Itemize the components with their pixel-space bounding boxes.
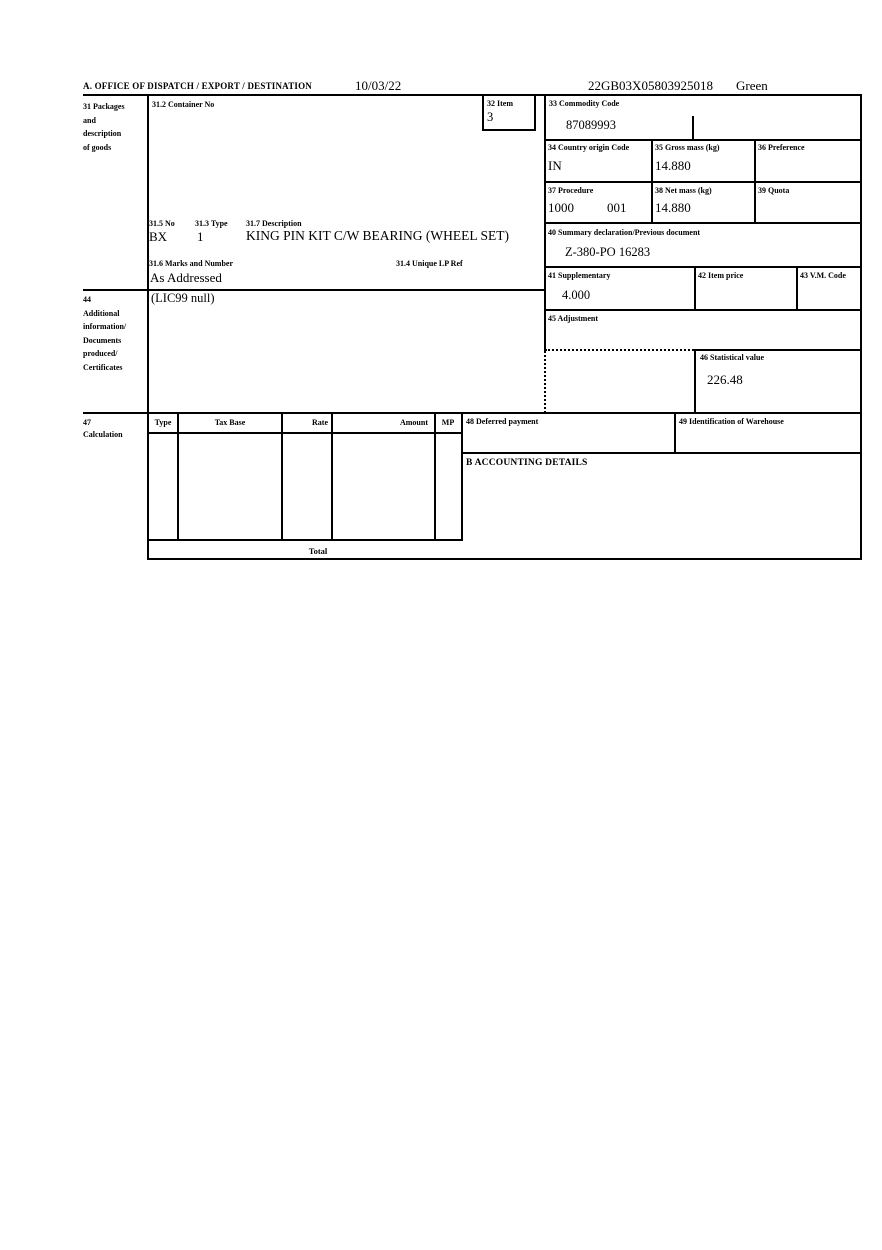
gross-mass-label: 35 Gross mass (kg) (655, 143, 720, 152)
commodity-code-value: 87089993 (566, 118, 616, 132)
divider-line (544, 94, 546, 351)
divider-line (694, 266, 696, 310)
procedure-value-2: 001 (607, 200, 627, 215)
commodity-code-label: 33 Commodity Code (549, 99, 620, 108)
divider-line (694, 349, 696, 413)
office-of-dispatch-label: A. OFFICE OF DISPATCH / EXPORT / DESTINATION (83, 81, 313, 91)
net-mass-label: 38 Net mass (kg) (655, 186, 712, 195)
divider-line (754, 139, 756, 223)
vm-code-label: 43 V.M. Code (800, 271, 846, 280)
divider-line (674, 412, 676, 453)
procedure-label: 37 Procedure (548, 186, 594, 195)
net-mass-value: 14.880 (655, 200, 691, 215)
divider-line (462, 452, 862, 454)
divider-line (148, 432, 463, 434)
package-no-label: 31.5 No (149, 219, 175, 228)
divider-line (461, 412, 463, 540)
calc-total-label: Total (308, 546, 328, 556)
adjustment-label: 45 Adjustment (548, 314, 599, 323)
divider-line (434, 412, 436, 540)
calc-col-type: Type (154, 418, 172, 427)
supplementary-value: 4.000 (562, 288, 591, 302)
gross-mass-value: 14.880 (655, 158, 691, 173)
previous-document-value: Z-380-PO 16283 (565, 245, 651, 259)
package-type-value: 1 (197, 229, 204, 244)
divider-line (545, 139, 862, 141)
statistical-value-label: 46 Statistical value (700, 353, 764, 362)
country-origin-label: 34 Country origin Code (548, 143, 630, 152)
divider-line (545, 181, 862, 183)
quota-label: 39 Quota (758, 186, 790, 195)
divider-line (651, 139, 653, 223)
goods-description-value: KING PIN KIT C/W BEARING (WHEEL SET) (246, 228, 509, 243)
divider-line (860, 94, 862, 560)
country-origin-value: IN (548, 158, 562, 173)
divider-line (482, 129, 536, 131)
warehouse-id-label: 49 Identification of Warehouse (679, 417, 784, 426)
box44-label: 44 Additional information/ Documents produced/ Certificates (83, 295, 127, 372)
divider-line (147, 94, 149, 560)
divider-line (695, 349, 862, 351)
supplementary-label: 41 Supplementary (548, 271, 611, 280)
unique-lp-ref-label: 31.4 Unique LP Ref (396, 259, 463, 268)
divider-line (534, 94, 536, 131)
calc-col-rate: Rate (312, 418, 328, 427)
box31-label: 31 Packages and description of goods (83, 102, 125, 152)
goods-description-label: 31.7 Description (246, 219, 302, 228)
previous-document-label: 40 Summary declaration/Previous document (548, 228, 701, 237)
divider-line (281, 412, 283, 540)
deferred-payment-label: 48 Deferred payment (466, 417, 539, 426)
calc-col-mp: MP (441, 418, 455, 427)
package-no-value: BX (149, 229, 168, 244)
divider-line (545, 309, 862, 311)
marks-and-number-label: 31.6 Marks and Number (149, 259, 234, 268)
item-number-label: 32 Item (487, 99, 513, 108)
calc-col-tax-base: Tax Base (214, 418, 246, 427)
divider-line (148, 558, 862, 560)
additional-information-value: (LIC99 null) (151, 291, 215, 305)
divider-line (83, 94, 862, 96)
preference-label: 36 Preference (758, 143, 805, 152)
statistical-value: 226.48 (707, 372, 743, 387)
package-type-label: 31.3 Type (195, 219, 228, 228)
procedure-value-1: 1000 (548, 200, 574, 215)
declaration-reference: 22GB03X05803925018 (588, 78, 713, 93)
divider-line (692, 116, 694, 140)
divider-line (83, 412, 862, 414)
divider-line (545, 266, 862, 268)
divider-line (177, 412, 179, 540)
dotted-divider-line (545, 349, 697, 351)
item-price-label: 42 Item price (698, 271, 744, 280)
box47-label: 47 Calculation (83, 418, 123, 439)
item-number-value: 3 (487, 110, 494, 124)
dotted-divider-line (544, 351, 546, 413)
declaration-date: 10/03/22 (355, 78, 402, 93)
divider-line (545, 222, 862, 224)
divider-line (331, 412, 333, 540)
divider-line (796, 266, 798, 310)
divider-line (482, 94, 484, 131)
accounting-details-label: B ACCOUNTING DETAILS (466, 458, 588, 468)
marks-and-number-value: As Addressed (150, 270, 222, 285)
container-no-label: 31.2 Container No (152, 100, 215, 109)
calc-col-amount: Amount (399, 418, 428, 427)
routing-status: Green (736, 78, 768, 93)
divider-line (148, 539, 463, 541)
